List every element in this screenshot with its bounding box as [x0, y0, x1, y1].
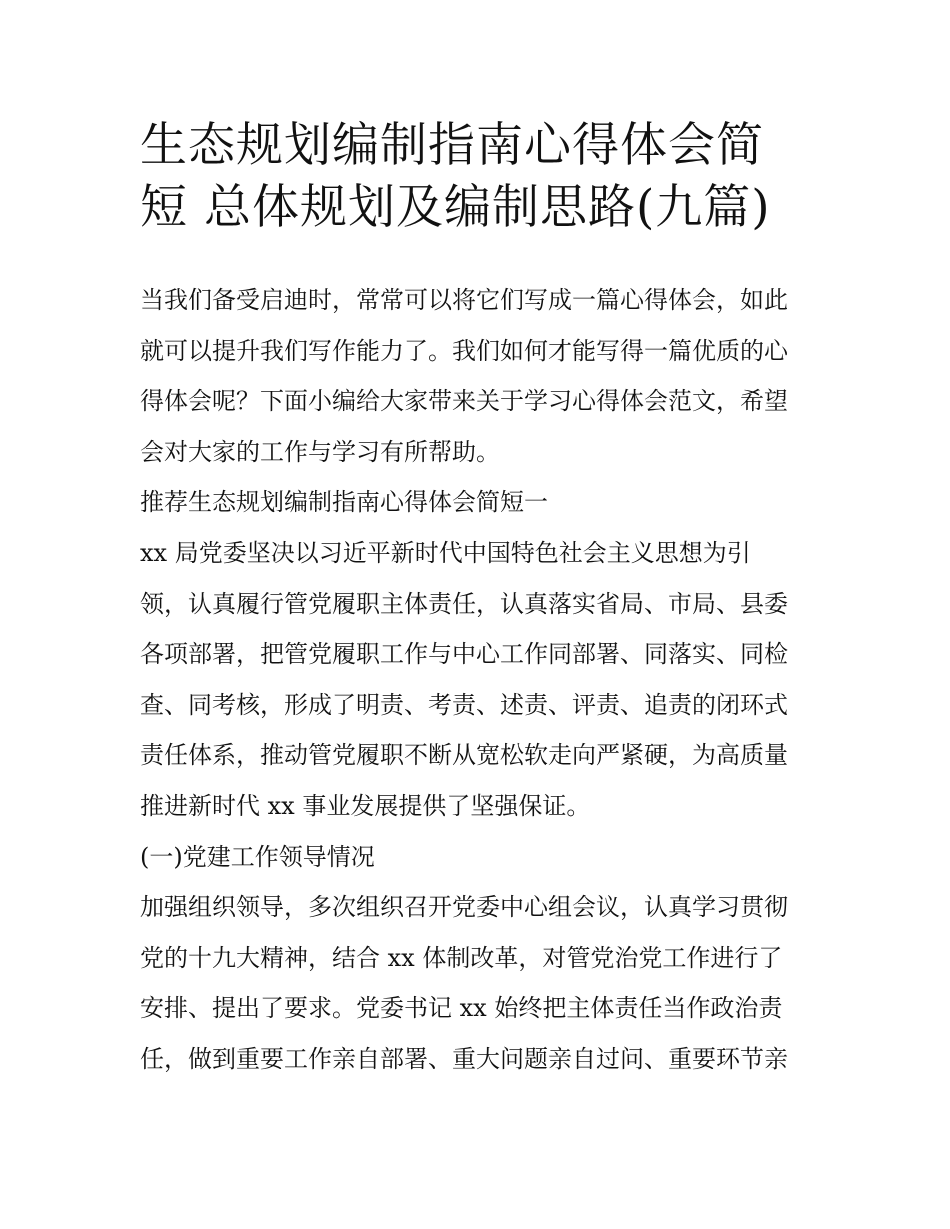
document-title — [140, 115, 820, 239]
document-body — [140, 278, 820, 1088]
paragraph-line: 加强组织领导，多次组织召开党委中心组会议，认真学习贯彻 — [140, 893, 788, 922]
paragraph-line: 责任体系，推动管党履职不断从宽松软走向严紧硬，为高质量 — [140, 741, 788, 770]
intro-line: 得体会呢？下面小编给大家带来关于学习心得体会范文，希望 — [140, 387, 788, 416]
paragraph-line: 推进新时代 xx 事业发展提供了坚强保证。 — [140, 791, 591, 820]
intro-line: 就可以提升我们写作能力了。我们如何才能写得一篇优质的心 — [140, 336, 788, 365]
paragraph-line: 查、同考核，形成了明责、考责、述责、评责、追责的闭环式 — [140, 690, 788, 719]
title-line: 短 总体规划及编制思路(九篇) — [140, 180, 771, 235]
paragraph-line: xx 局党委坚决以习近平新时代中国特色社会主义思想为引 — [140, 538, 751, 567]
subsection-heading: (一)党建工作领导情况 — [140, 842, 375, 871]
intro-line: 会对大家的工作与学习有所帮助。 — [140, 437, 500, 466]
paragraph-line: 各项部署，把管党履职工作与中心工作同部署、同落实、同检 — [140, 640, 788, 669]
paragraph-line: 领，认真履行管党履职主体责任，认真落实省局、市局、县委 — [140, 589, 788, 618]
paragraph-line: 安排、提出了要求。党委书记 xx 始终把主体责任当作政治责 — [140, 994, 783, 1023]
intro-line: 当我们备受启迪时，常常可以将它们写成一篇心得体会，如此 — [140, 286, 788, 314]
title-line: 生态规划编制指南心得体会简 — [140, 118, 764, 173]
paragraph-line: 任，做到重要工作亲自部署、重大问题亲自过问、重要环节亲 — [140, 1044, 788, 1073]
section-heading: 推荐生态规划编制指南心得体会简短一 — [140, 488, 548, 517]
paragraph-line: 党的十九大精神，结合 xx 体制改革，对管党治党工作进行了 — [140, 943, 783, 972]
